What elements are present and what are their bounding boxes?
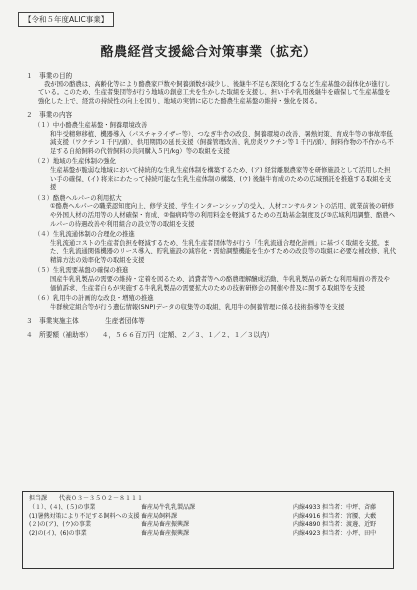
item-text-5: 国産牛乳乳製品の需要の維持・定着を図るため、消費者等への酪農理解醸成活動、牛乳乳製品の新たな利用場面の普及や価値訴求、生産者自らが実施する牛乳乳製品の需要拡大のための技術研修会の開催や普及に関する取組等を支援 xyxy=(50,276,390,292)
item-text-4: 生乳流通コストの生産者負担を軽減するため、生乳生産者団体等が行う「生乳流通合理化計画」に基づく取組を支援。また、生乳流通関係機器のリース導入、貯乳施設の減容化・需給調整機能を生かすための改良等の取組に必要な補改修、乳代精算方法の効率化等の取組を支援 xyxy=(50,239,397,264)
contact-row xyxy=(29,504,387,513)
item-text-1: 和牛受精卵移植、機器導入（パスチャライザー等）、つなぎ牛舎の改良、飼養環境の改善、暑熱対策、育成牛等の事故率低減支援（ワクチン１千円/頭）、供用期間の延長支援（飼養管理改善、乳房炎ワクチン等１千円/頭）、飼料作物の不作から不足する自給飼料の代替飼料の共同購入５円/kg）等の取組を支援 xyxy=(50,130,394,155)
contact-sections: (2)の(イ)、(6)の事業 xyxy=(29,530,87,538)
page-title: 酪農経営支援総合対策事業（拡充） xyxy=(100,45,317,60)
contact-dept: 畜産局牛乳乳製品課 xyxy=(141,503,196,511)
item-title-5: （５）生乳需要基盤の確保の推進 xyxy=(34,267,129,275)
section-heading-content: ２ 事業の内容 xyxy=(26,111,73,120)
contact-dept: 畜産局畜産振興課 xyxy=(141,530,190,538)
item-title-6: （６）乳用牛の計画的な改良・増殖の推進 xyxy=(34,295,154,303)
item-text-6: 牛群検定組合等が行う遺伝情報(SNP)データの収集等の取組、乳用牛の飼養管理に係る技術指導等を支援 xyxy=(50,303,345,311)
contact-dept: 畜産局飼料課 xyxy=(141,512,178,520)
contact-row xyxy=(29,521,387,530)
item-text-2: 生産基盤が脆弱な地域において持続的な生乳生産体制を構築するため、(ア) 経営離脱農家等を研修施設として活用した担い手の確保、(イ) 将来にわたって持続可能な生乳生産体制の構築、(ウ) 後継牛育成のための広域預託を推進する取組を支援 xyxy=(50,166,392,192)
contact-row xyxy=(29,530,387,539)
funding-line: ４ 所要額（補助率） ４，５６６百万円（定額、２／３、１／２、１／３以内） xyxy=(26,331,274,340)
contact-sections: (２)の(ア)、(ウ)の事業 xyxy=(29,521,92,529)
contact-ext: 内線4890 担当者：渡邊、近野 xyxy=(293,521,377,529)
section-heading-purpose: １ 事業の目的 xyxy=(26,72,73,80)
item-title-1: （１）中小酪農生産基盤・飼養環境改善 xyxy=(34,121,148,129)
document-body xyxy=(26,72,396,340)
contact-sections: (1)暑熱対策により不足する飼料への支援 xyxy=(29,512,140,520)
section-heading-implementer: ３ 事業実施主体 生産者団体等 xyxy=(26,317,145,326)
item-title-2: （２）地域の生産体制の強化 xyxy=(34,158,116,166)
contact-ext: 内線4916 担当者：宮腰、大藪 xyxy=(293,512,377,520)
item-title-4: （４）生乳流通体制の合理化の推進 xyxy=(34,231,135,239)
contact-sections: （１）、(４)、(５)の事業 xyxy=(29,503,96,511)
item-title-3: （３）酪農ヘルパーの利用拡大 xyxy=(34,194,122,202)
item-text-3: ①酪農ヘルパーの職業認知度向上、修学支援、学生インターンシップの受入、人材コンサルタントの活用、就業前後の研修や外国人材の活用等の人材確保・育成、②傷病時等の利用料金を軽減するための互助基金制度及び③広域利用調整、酪農ヘルパーの待遇改善や利用組合の設立等の取組を支援 xyxy=(50,203,396,228)
contact-dept: 畜産局畜産振興課 xyxy=(141,521,190,529)
contact-header: 担当課 代表０３－３５０２－８１１１ xyxy=(29,495,144,502)
contact-box xyxy=(22,491,394,569)
purpose-paragraph: 我が国の酪農は、高齢化等により酪農家戸数や飼養頭数が減少し、後継牛不足も深刻化するなど生産基盤の弱体化が進行している。このため、生産者集団等が行う地域の創意工夫を生かした取組を支援し、担い手や乳用後継牛を確保して生産基盤を強化した上で、経営の持続性の向上を図り、地域の実情に応じた酪農生産基盤の維持・強化を図る。 xyxy=(38,80,391,105)
contact-ext: 内線4933 担当者：中坪、斉藤 xyxy=(293,503,377,511)
fiscal-year-badge: 【令和５年度ALIC事業】 xyxy=(18,12,114,27)
contact-ext: 内線4923 担当者：小坪、田中 xyxy=(293,530,377,538)
